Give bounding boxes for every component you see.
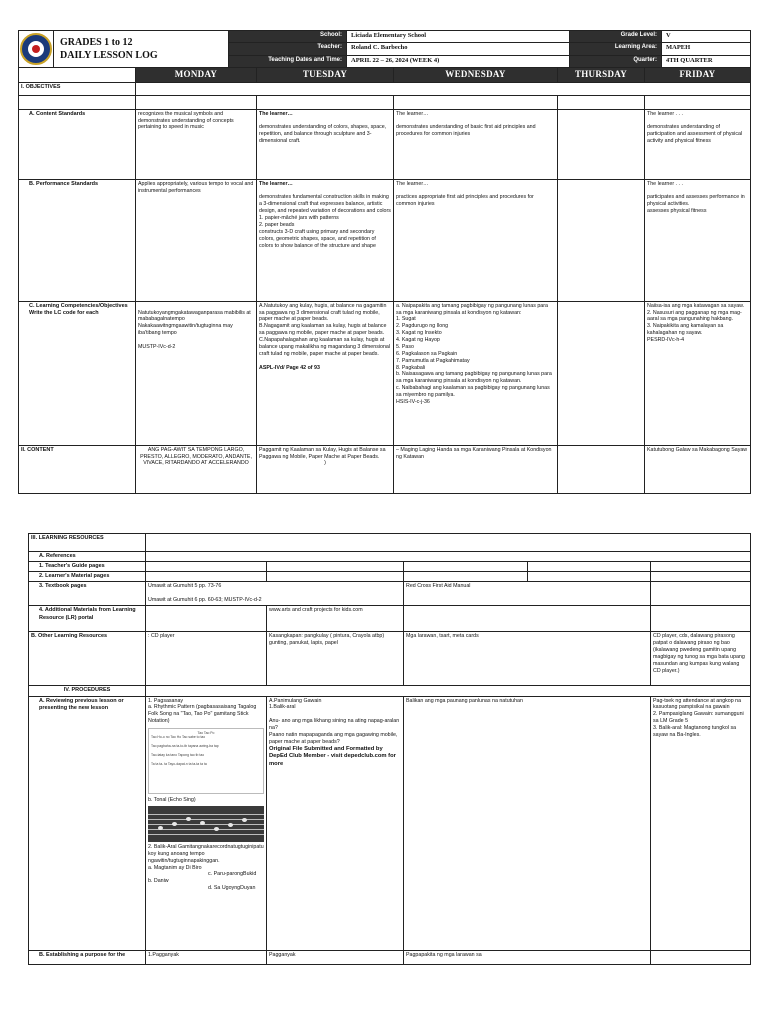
- rev-monday-1: 1. Pagsasanay: [148, 697, 184, 704]
- rev-friday-1: Pag-tsek ng attendance at angkop na kasuotang pampisikal na gawain: [653, 697, 742, 711]
- rev-monday-2: 2. Balik-Aral Gamitangnakarecordnatugtuginipatu koy kung anoang tempo ngawitin/tugtuginnapakinggan.: [148, 843, 264, 864]
- ps-friday-head: The learner . . .: [647, 180, 683, 187]
- reviewing-wednesday: Balikan ang mga paunang panlunas na natutuhan: [404, 696, 651, 950]
- content-tuesday-text: Paggamit ng Kaalaman sa Kulay, Hugis at Balanse sa Paggawa ng Mobile, Paper Mache at Paper Beads.: [259, 446, 386, 460]
- additional-materials-tuesday: www.arts and craft projects for kids.com: [267, 606, 404, 632]
- reviewing-monday: [146, 696, 267, 950]
- other-resources-friday: CD player, cds, dalawang pirasong patpat o dalawang piraso ng bao (ikalawang pwedeng gamitin upang magbigay ng tunog sa mga bata upang masundan ang kumpas kung walang CD player.): [651, 632, 751, 686]
- other-resources-wednesday: Mga larawan, tsart, meta cards: [404, 632, 651, 686]
- content-monday: ANG PAG-AWIT SA TEMPONG LARGO, PRESTO, ALLEGRO, MODERATO, ANDANTE, VIVACE, RITARDANDO AT ACCELERANDO: [136, 445, 257, 493]
- purpose-tuesday: Pagganyak: [267, 950, 404, 964]
- performance-standards-tuesday: [257, 179, 394, 301]
- additional-materials-label: 4. Additional Materials from Learning Resource (LR) portal: [29, 606, 146, 632]
- competencies-wednesday: [394, 301, 558, 445]
- lesson-log-page-2: [28, 533, 750, 965]
- comp-wednesday-b: b. Naisasagawa ang tamang pagbibigay ng pangunang lunas para sa mga karaniwang pinsala at kondisyon ng katawan.: [396, 371, 552, 385]
- quarter-label: Quarter:: [570, 55, 662, 67]
- resources-blank: [146, 534, 751, 552]
- textbook-monday-2: Umawit at Gumuhit 6 pp. 60-63; MUSTP-IVc-d-2: [148, 597, 262, 604]
- header-table: [18, 30, 751, 68]
- day-monday: MONDAY: [136, 68, 257, 83]
- cs-friday-text: demonstrates understanding of participation and assessment of physical activity and physical fitness: [647, 124, 743, 145]
- competencies-thursday: [558, 301, 645, 445]
- grade-label: Grade Level:: [570, 31, 662, 43]
- title-line-1: GRADES 1 to 12: [60, 36, 133, 48]
- performance-standards-friday: [645, 179, 751, 301]
- area-value: MAPEH: [662, 43, 751, 55]
- objectives-label: I. OBJECTIVES: [19, 82, 136, 95]
- content-thursday: [558, 445, 645, 493]
- song-list-item: d. Sa UgoyngDuyan: [208, 885, 256, 892]
- ps-wednesday-head: The learner…: [396, 180, 429, 187]
- reviewing-friday: [651, 696, 751, 950]
- rev-tuesday-a: A.Panimulang Gawain: [269, 697, 322, 704]
- other-resources-monday: : CD player: [146, 632, 267, 686]
- seal-icon: [20, 33, 52, 65]
- purpose-wednesday: Pagpapakita ng mga larawan sa: [404, 950, 651, 964]
- day-thursday: THURSDAY: [558, 68, 645, 83]
- injury-list-item: 1. Sugat: [396, 316, 416, 323]
- ps-tuesday-item-2: 2. paper beads: [259, 221, 295, 228]
- song-list-item: b. Daniw: [148, 878, 169, 885]
- injury-list-item: 2. Pagdurugo ng Ilong: [396, 323, 449, 330]
- notation-line: Tao pagbaha-na ta-to-tb tayana awing-ba tap: [151, 744, 219, 749]
- objectives-blank: [136, 82, 751, 95]
- grade-value: V: [662, 31, 751, 43]
- notation-line: Tao-tatay ka tano Tapong tao tb tao: [151, 753, 205, 758]
- area-label: Learning Area:: [570, 43, 662, 55]
- school-label: School:: [229, 31, 347, 43]
- ps-friday-text: participates and assesses performance in physical activities.: [647, 194, 745, 208]
- references-label: A. References: [29, 552, 146, 562]
- content-friday: Katutubong Galaw sa Makabagong Sayaw: [645, 445, 751, 493]
- content-standards-tuesday: [257, 109, 394, 179]
- reviewing-tuesday: [267, 696, 404, 950]
- title-line-2: DAILY LESSON LOG: [60, 50, 158, 61]
- ps-wednesday-text: practices appropriate first aid principles and procedures for common injuries: [396, 194, 534, 208]
- injury-list-item: 8. Pagkabali: [396, 364, 426, 371]
- cs-tuesday-head: The learner…: [259, 110, 293, 117]
- content-standards-label: A. Content Standards: [19, 109, 136, 179]
- ps-tuesday-tail: constructs 3-D craft using primary and secondary colors, geometric shapes, space, and repetition of colors to show balance of the structure and shape: [259, 228, 376, 249]
- rev-friday-2: 2. Pampasiglang Gawain: sumangguni sa LM Grade 5: [653, 711, 744, 725]
- teachers-guide-label: 1. Teacher's Guide pages: [29, 562, 146, 572]
- ps-tuesday-head: The learner…: [259, 180, 293, 187]
- content-tuesday: [257, 445, 394, 493]
- textbook-monday-1: Umawit at Gumuhit 5 pp. 73-76: [148, 583, 222, 590]
- performance-standards-wednesday: [394, 179, 558, 301]
- objectives-spacer: [19, 95, 136, 109]
- notation-line: Tao Ho-o no Tao Ho Tao sabe to tao: [151, 735, 206, 740]
- competencies-tuesday: [257, 301, 394, 445]
- performance-standards-monday: Applies appropriately, various tempo to vocal and instrumental performances: [136, 179, 257, 301]
- textbook-monday: [146, 582, 404, 606]
- competencies-friday: [645, 301, 751, 445]
- rev-friday-3: 3. Balik-aral: Magtanong tungkol sa sayaw na Ba-Ingles.: [653, 725, 737, 738]
- content-standards-monday: recognizes the musical symbols and demonstrates understanding of concepts pertaining to speed in music: [136, 109, 257, 179]
- comp-friday-2: 2. Nasusuri ang pagganap ng mga mag-aaral sa mga pangunahing hakbang.: [647, 309, 742, 323]
- cs-friday-head: The learner . . .: [647, 110, 683, 117]
- day-friday: FRIDAY: [645, 68, 751, 83]
- reviewing-label: A. Reviewing previous lesson or presenting the new lesson: [29, 696, 146, 950]
- day-wednesday: WEDNESDAY: [394, 68, 558, 83]
- injury-list-item: 3. Kagat ng Insekto: [396, 330, 442, 337]
- comp-friday-3: 3. Naipakikita ang kamalayan sa kahalagahan ng sayaw.: [647, 323, 724, 337]
- cs-wednesday-text: demonstrates understanding of basic first aid principles and procedures for common injuries: [396, 124, 536, 138]
- comp-wednesday-a: a. Naipapakita ang tamang pagbibigay ng pangunang lunas para sa mga karaniwang pinsala at kondisyon ng katawan:: [396, 302, 548, 316]
- comp-monday-text: Natutukoyangmgakatawaganparasa mabibilis at mababagalnatempo Nakakaawitngmgaawitin/tugtuginna may iba'tibang tempo: [138, 309, 251, 337]
- comp-friday-text: Naiisa-isa ang mga katawagan sa sayaw.: [647, 302, 745, 309]
- ps-friday-tail: assesses physical fitness: [647, 208, 707, 215]
- stick-notation-image: [148, 728, 264, 794]
- dates-value: APRIL 22 – 26, 2024 (WEEK 4): [347, 55, 570, 67]
- content-standards-thursday: [558, 109, 645, 179]
- log-title: [54, 31, 229, 68]
- notation-title: Tao Tao Po: [197, 731, 215, 736]
- learners-material-label: 2. Learner's Material pages: [29, 572, 146, 582]
- procedures-label: IV. PROCEDURES: [29, 686, 146, 696]
- comp-tuesday-code: ASPL-IVd/ Page 42 of 93: [259, 364, 320, 371]
- competencies-monday: [136, 301, 257, 445]
- song-list-item: c. Paru-parongBukid: [208, 871, 257, 878]
- content-standards-friday: [645, 109, 751, 179]
- school-value: Liciada Elementary School: [347, 31, 570, 43]
- day-header-blank: [19, 68, 136, 83]
- lesson-log-page-1: [18, 30, 750, 494]
- content-label: II. CONTENT: [19, 445, 136, 493]
- other-resources-label: B. Other Learning Resources: [29, 632, 146, 686]
- comp-wednesday-code: HSIS-IV-c-j-36: [396, 398, 430, 405]
- textbook-label: 3. Textbook pages: [29, 582, 146, 606]
- comp-tuesday-c: C.Napapahalagahan ang kaalaman sa kulay, hugis at balance upang makalikha ng magandang 3 dimensional craft tulad ng mobile, paper mache at paper beads.: [259, 337, 391, 357]
- purpose-monday: 1.Pagganyak: [146, 950, 267, 964]
- performance-standards-thursday: [558, 179, 645, 301]
- dates-label: Teaching Dates and Time:: [229, 55, 347, 67]
- rev-monday-a: a. Rhythmic Pattern (pagbasasaisang Tagalog Folk Song na "Tao, Tao Po" gamitang Stick Notation): [148, 704, 257, 725]
- competencies-label: C. Learning Competencies/Objectives Write the LC code for each: [19, 301, 136, 445]
- comp-tuesday-b: B.Nagagamit ang kaalaman sa kulay, hugis at balance sa paggawa ng mobile, paper mache at paper beads.: [259, 323, 387, 337]
- comp-tuesday-a: A.Natutukoy ang kulay, hugis, at balance na gagamitin sa paggawa ng 3 dimensional craft tulad ng mobile, paper mache at paper beads.: [259, 302, 387, 323]
- cs-tuesday-text: demonstrates understanding of colors, shapes, space, repetition, and balance through sculpture and 3-dimensional craft.: [259, 124, 387, 145]
- day-tuesday: TUESDAY: [257, 68, 394, 83]
- injury-list-item: 5. Paso: [396, 343, 414, 350]
- rev-tuesday-note: Original File Submitted and Formatted by DepEd Club Member - visit depedclub.com for more: [269, 745, 396, 767]
- comp-wednesday-c: c. Naibabahagi ang kaalaman sa pagbibigay ng pangunang lunas sa miyembro ng pamilya.: [396, 385, 550, 399]
- rev-monday-b: b. Tonal (Echo Sing): [148, 797, 196, 804]
- content-standards-wednesday: [394, 109, 558, 179]
- deped-logo: [19, 31, 54, 68]
- ps-tuesday-text: demonstrates fundamental construction skills in making a 3-dimensional craft that expresses balance, artistic design, and repeated variation of decorations and colors: [259, 194, 391, 215]
- content-tuesday-tail: ): [324, 460, 326, 467]
- song-list-item: a. Magtanim ay Di Biro: [148, 864, 202, 871]
- resources-label: III. LEARNING RESOURCES: [29, 534, 146, 552]
- content-wednesday: – Maging Laging Handa sa mga Karaniwang Pinsala at Kondisyon ng Katawan: [394, 445, 558, 493]
- resources-procedures-table: [28, 533, 751, 965]
- comp-friday-code: PESRD-IVc-h-4: [647, 337, 685, 344]
- ps-tuesday-item-1: 1. papier-mâché jars with patterns: [259, 215, 339, 222]
- rev-tuesday-1: 1.Balik-aral: [269, 704, 296, 711]
- rev-tuesday-q2: Paano natin mapapaganda ang mga gagawing mobile, paper mache at paper beads?: [269, 731, 398, 745]
- notation-line: Ta ta ta- ta Tayo-dapat-n ta ta-ta ta ta: [151, 762, 207, 767]
- objectives-table: [18, 67, 751, 494]
- injury-list-item: 7. Pamumutla at Pagkahimatay: [396, 357, 470, 364]
- cs-wednesday-head: The learner…: [396, 110, 429, 117]
- injury-list-item: 6. Pagkalason sa Pagkain: [396, 350, 458, 357]
- quarter-value: 4TH QUARTER: [662, 55, 751, 67]
- teacher-label: Teacher:: [229, 43, 347, 55]
- rev-tuesday-q1: Anu- ano ang mga likhang sining na ating napag-aralan na?: [269, 718, 400, 732]
- comp-monday-code: MUSTP-IVc-d-2: [138, 343, 176, 350]
- injury-list-item: 4. Kagat ng Hayop: [396, 337, 440, 344]
- purpose-label: B. Establishing a purpose for the: [29, 950, 146, 964]
- textbook-wednesday: Red Cross First Aid Manual: [404, 582, 651, 606]
- other-resources-tuesday: Kasangkapan: pangkulay ( pintura, Crayola atbp) gunting, panukat, lapis, papel: [267, 632, 404, 686]
- teacher-value: Roland C. Barbecho: [347, 43, 570, 55]
- music-staff-image: [148, 806, 264, 842]
- performance-standards-label: B. Performance Standards: [19, 179, 136, 301]
